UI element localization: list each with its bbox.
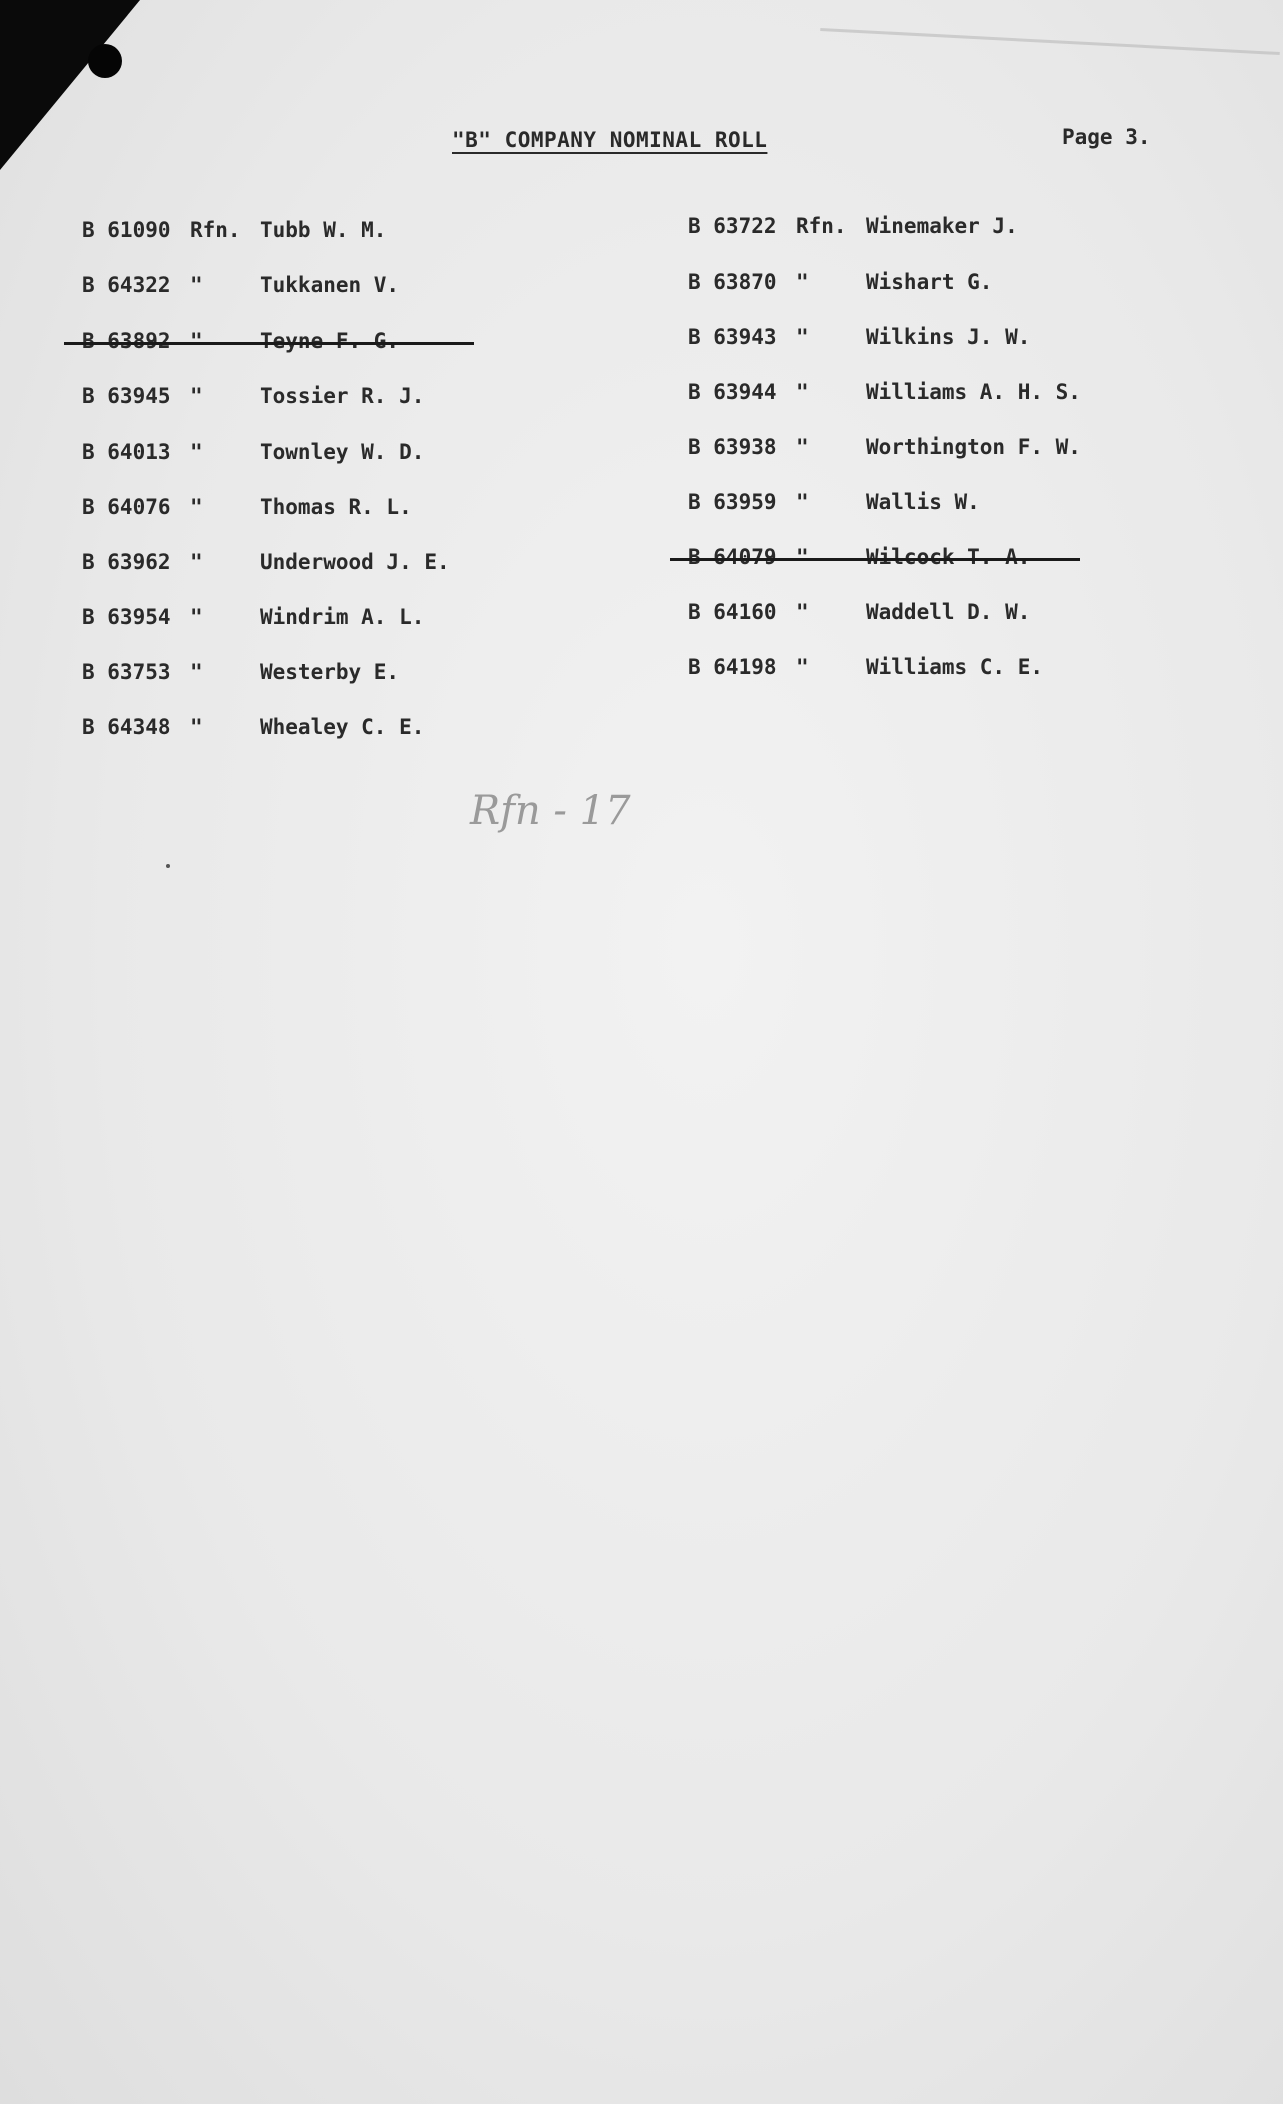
folded-corner [0, 0, 140, 170]
rank: " [190, 329, 203, 353]
rank: " [796, 270, 809, 294]
soldier-name: Waddell D. W. [866, 600, 1031, 624]
rank: " [190, 495, 203, 519]
soldier-name: Thomas R. L. [260, 495, 412, 519]
rank: " [190, 550, 203, 574]
rank: " [190, 605, 203, 629]
rank: " [796, 600, 809, 624]
soldier-name: Teyne F. G. [260, 329, 400, 353]
service-number: B 64348 [82, 715, 171, 739]
service-number: B 63959 [688, 490, 777, 514]
service-number: B 63870 [688, 270, 777, 294]
rank: " [190, 660, 203, 684]
soldier-name: Whealey C. E. [260, 715, 425, 739]
ink-speck [166, 864, 170, 868]
rank: " [796, 490, 809, 514]
soldier-name: Williams C. E. [866, 655, 1044, 679]
service-number: B 63943 [688, 325, 777, 349]
soldier-name: Townley W. D. [260, 440, 425, 464]
service-number: B 64076 [82, 495, 171, 519]
rank: " [796, 435, 809, 459]
soldier-name: Westerby E. [260, 660, 400, 684]
soldier-name: Winemaker J. [866, 214, 1018, 238]
service-number: B 63722 [688, 214, 777, 238]
service-number: B 64013 [82, 440, 171, 464]
document-title: "B" COMPANY NOMINAL ROLL [452, 128, 768, 152]
soldier-name: Wishart G. [866, 270, 993, 294]
service-number: B 63938 [688, 435, 777, 459]
handwritten-note: Rfn - 17 [470, 788, 631, 834]
service-number: B 64079 [688, 545, 777, 569]
service-number: B 63962 [82, 550, 171, 574]
rank: " [190, 273, 203, 297]
rank: " [190, 715, 203, 739]
service-number: B 61090 [82, 218, 171, 242]
service-number: B 63892 [82, 329, 171, 353]
page-number: Page 3. [1062, 125, 1151, 149]
rank: Rfn. [796, 214, 847, 238]
soldier-name: Williams A. H. S. [866, 380, 1081, 404]
soldier-name: Wallis W. [866, 490, 980, 514]
rank: " [796, 380, 809, 404]
paper-smudge [820, 28, 1280, 55]
rank: " [796, 655, 809, 679]
rank: Rfn. [190, 218, 241, 242]
service-number: B 64322 [82, 273, 171, 297]
soldier-name: Windrim A. L. [260, 605, 425, 629]
service-number: B 63945 [82, 384, 171, 408]
rank: " [796, 545, 809, 569]
rank: " [190, 384, 203, 408]
soldier-name: Tubb W. M. [260, 218, 387, 242]
rank: " [796, 325, 809, 349]
punch-hole [88, 44, 122, 78]
service-number: B 63753 [82, 660, 171, 684]
service-number: B 64160 [688, 600, 777, 624]
soldier-name: Wilkins J. W. [866, 325, 1031, 349]
service-number: B 63944 [688, 380, 777, 404]
soldier-name: Tukkanen V. [260, 273, 400, 297]
service-number: B 63954 [82, 605, 171, 629]
service-number: B 64198 [688, 655, 777, 679]
rank: " [190, 440, 203, 464]
soldier-name: Tossier R. J. [260, 384, 425, 408]
soldier-name: Wilcock T. A. [866, 545, 1031, 569]
soldier-name: Underwood J. E. [260, 550, 450, 574]
soldier-name: Worthington F. W. [866, 435, 1081, 459]
